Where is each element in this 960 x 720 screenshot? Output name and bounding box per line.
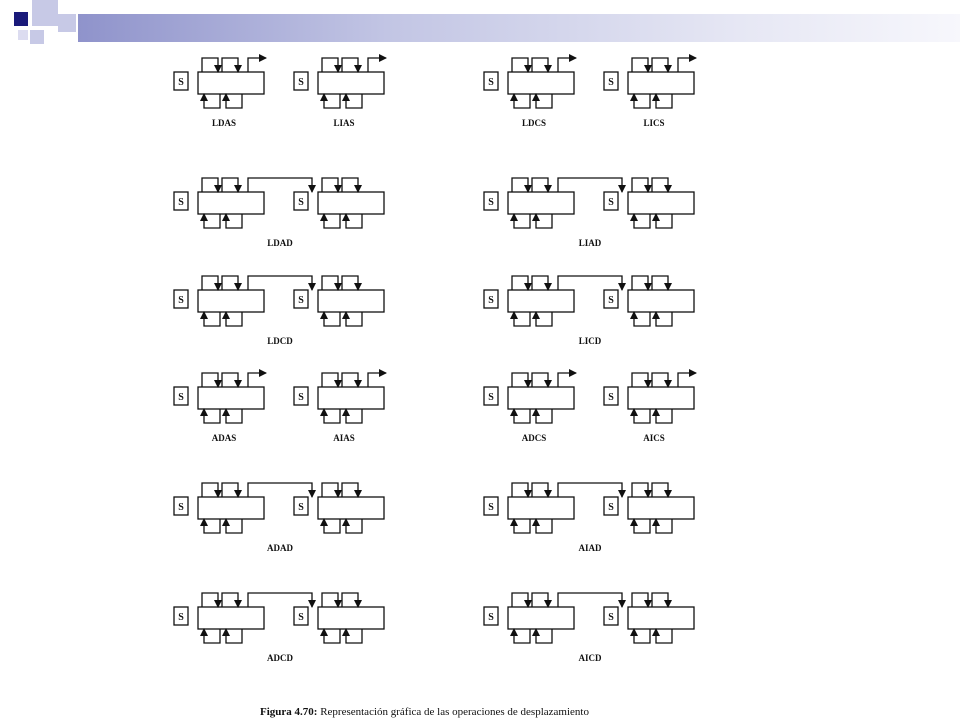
register-box xyxy=(508,192,574,214)
top-shift-loop xyxy=(342,178,358,192)
register-box xyxy=(628,290,694,312)
top-shift-loop xyxy=(222,373,238,387)
bottom-shift-loop xyxy=(536,214,552,228)
operation-label: LDAD xyxy=(267,238,293,248)
top-shift-loop xyxy=(532,593,548,607)
bottom-shift-loop xyxy=(634,409,650,423)
operation-label: LIAD xyxy=(578,238,602,248)
top-shift-loop xyxy=(512,58,528,72)
top-shift-loop xyxy=(512,178,528,192)
register-box xyxy=(198,387,264,409)
bottom-shift-loop xyxy=(656,519,672,533)
operation-label: AIAD xyxy=(578,543,602,553)
top-shift-loop xyxy=(322,58,338,72)
header-gradient-bar xyxy=(78,14,960,42)
register-box xyxy=(508,290,574,312)
bottom-shift-loop xyxy=(656,409,672,423)
top-shift-loop xyxy=(632,483,648,497)
top-shift-loop xyxy=(202,178,218,192)
register-box xyxy=(628,192,694,214)
bottom-shift-loop xyxy=(226,409,242,423)
operation-label: LDAS xyxy=(211,118,237,128)
top-shift-loop xyxy=(202,58,218,72)
top-shift-loop xyxy=(342,58,358,72)
top-shift-loop xyxy=(632,373,648,387)
top-shift-loop xyxy=(202,593,218,607)
sign-bit-label: S xyxy=(608,612,614,623)
link-line xyxy=(248,178,312,192)
bottom-shift-loop xyxy=(204,312,220,326)
top-shift-loop xyxy=(222,276,238,290)
operation-label: ADAD xyxy=(267,543,293,553)
bottom-shift-loop xyxy=(226,94,242,108)
bottom-shift-loop xyxy=(324,519,340,533)
bottom-shift-loop xyxy=(634,214,650,228)
top-shift-loop xyxy=(632,58,648,72)
sign-bit-label: S xyxy=(178,295,184,306)
top-shift-loop xyxy=(322,373,338,387)
operation-label: LDCS xyxy=(521,118,547,128)
link-line xyxy=(558,483,622,497)
sign-bit-label: S xyxy=(298,392,304,403)
top-shift-loop xyxy=(652,58,668,72)
bottom-shift-loop xyxy=(634,312,650,326)
register-box xyxy=(318,290,384,312)
register-box xyxy=(198,497,264,519)
bottom-shift-loop xyxy=(536,312,552,326)
bottom-shift-loop xyxy=(514,409,530,423)
sign-bit-label: S xyxy=(488,502,494,513)
top-shift-loop xyxy=(532,58,548,72)
operation-label: LDCD xyxy=(267,336,293,346)
link-line xyxy=(558,276,622,290)
header-decoration-square xyxy=(58,14,76,32)
shift-diagrams-canvas xyxy=(162,44,708,704)
bottom-shift-loop xyxy=(514,312,530,326)
top-shift-loop xyxy=(342,483,358,497)
top-shift-loop xyxy=(652,593,668,607)
sign-bit-label: S xyxy=(178,392,184,403)
bottom-shift-loop xyxy=(324,312,340,326)
register-box xyxy=(508,607,574,629)
sign-bit-label: S xyxy=(488,197,494,208)
register-box xyxy=(198,192,264,214)
sign-bit-label: S xyxy=(298,197,304,208)
bottom-shift-loop xyxy=(324,214,340,228)
top-shift-loop xyxy=(512,276,528,290)
register-box xyxy=(628,72,694,94)
sign-bit-label: S xyxy=(298,77,304,88)
link-line xyxy=(248,593,312,607)
top-shift-loop xyxy=(512,593,528,607)
top-shift-loop xyxy=(202,483,218,497)
header-decoration-square xyxy=(14,12,28,26)
bottom-shift-loop xyxy=(514,519,530,533)
sign-bit-label: S xyxy=(488,612,494,623)
register-box xyxy=(318,387,384,409)
operation-label: AICD xyxy=(578,653,602,663)
bottom-shift-loop xyxy=(346,409,362,423)
top-shift-loop xyxy=(512,373,528,387)
top-shift-loop xyxy=(532,276,548,290)
top-shift-loop xyxy=(532,178,548,192)
figure-caption-number: Figura 4.70: xyxy=(260,706,318,718)
bottom-shift-loop xyxy=(204,409,220,423)
operation-label: AIAS xyxy=(333,433,355,443)
sign-bit-label: S xyxy=(608,502,614,513)
bottom-shift-loop xyxy=(536,519,552,533)
sign-bit-label: S xyxy=(178,612,184,623)
bottom-shift-loop xyxy=(634,629,650,643)
top-shift-loop xyxy=(532,373,548,387)
top-shift-loop xyxy=(652,276,668,290)
top-shift-loop xyxy=(512,483,528,497)
register-box xyxy=(508,497,574,519)
register-box xyxy=(318,72,384,94)
bottom-shift-loop xyxy=(656,629,672,643)
figure-caption-text: Representación gráfica de las operaciones de desplazamiento xyxy=(317,706,589,718)
output-arrow xyxy=(368,58,386,72)
top-shift-loop xyxy=(202,276,218,290)
top-shift-loop xyxy=(652,178,668,192)
sign-bit-label: S xyxy=(298,502,304,513)
sign-bit-label: S xyxy=(488,295,494,306)
operation-label: LICD xyxy=(578,336,602,346)
bottom-shift-loop xyxy=(346,94,362,108)
bottom-shift-loop xyxy=(324,629,340,643)
top-shift-loop xyxy=(222,593,238,607)
top-shift-loop xyxy=(632,276,648,290)
top-shift-loop xyxy=(532,483,548,497)
sign-bit-label: S xyxy=(298,612,304,623)
sign-bit-label: S xyxy=(298,295,304,306)
bottom-shift-loop xyxy=(656,214,672,228)
register-box xyxy=(628,497,694,519)
output-arrow xyxy=(678,373,696,387)
bottom-shift-loop xyxy=(226,629,242,643)
operation-label: LICS xyxy=(643,118,665,128)
bottom-shift-loop xyxy=(204,214,220,228)
bottom-shift-loop xyxy=(226,214,242,228)
top-shift-loop xyxy=(222,58,238,72)
bottom-shift-loop xyxy=(656,94,672,108)
top-shift-loop xyxy=(322,483,338,497)
link-line xyxy=(558,593,622,607)
top-shift-loop xyxy=(342,276,358,290)
operation-label: LIAS xyxy=(333,118,355,128)
bottom-shift-loop xyxy=(346,629,362,643)
register-box xyxy=(318,497,384,519)
sign-bit-label: S xyxy=(608,197,614,208)
bottom-shift-loop xyxy=(514,94,530,108)
bottom-shift-loop xyxy=(324,94,340,108)
bottom-shift-loop xyxy=(226,312,242,326)
sign-bit-label: S xyxy=(178,502,184,513)
top-shift-loop xyxy=(632,593,648,607)
register-box xyxy=(318,607,384,629)
register-box xyxy=(198,72,264,94)
register-box xyxy=(318,192,384,214)
output-arrow xyxy=(678,58,696,72)
register-box xyxy=(198,290,264,312)
bottom-shift-loop xyxy=(634,519,650,533)
sign-bit-label: S xyxy=(178,197,184,208)
top-shift-loop xyxy=(202,373,218,387)
figure-caption xyxy=(260,706,700,718)
sign-bit-label: S xyxy=(488,77,494,88)
register-box xyxy=(628,607,694,629)
sign-bit-label: S xyxy=(488,392,494,403)
sign-bit-label: S xyxy=(608,77,614,88)
sign-bit-label: S xyxy=(608,392,614,403)
bottom-shift-loop xyxy=(346,519,362,533)
operation-label: ADAS xyxy=(211,433,237,443)
register-box xyxy=(508,387,574,409)
link-line xyxy=(248,276,312,290)
bottom-shift-loop xyxy=(514,214,530,228)
bottom-shift-loop xyxy=(204,519,220,533)
bottom-shift-loop xyxy=(204,629,220,643)
sign-bit-label: S xyxy=(178,77,184,88)
header-decoration-square xyxy=(18,30,28,40)
top-shift-loop xyxy=(652,483,668,497)
operation-label: ADCD xyxy=(267,653,293,663)
operation-label: ADCS xyxy=(521,433,547,443)
operation-label: AICS xyxy=(643,433,665,443)
bottom-shift-loop xyxy=(536,409,552,423)
register-box xyxy=(198,607,264,629)
register-box xyxy=(508,72,574,94)
bottom-shift-loop xyxy=(324,409,340,423)
sign-bit-label: S xyxy=(608,295,614,306)
bottom-shift-loop xyxy=(226,519,242,533)
output-arrow xyxy=(248,58,266,72)
shift-operations-figure xyxy=(162,44,708,720)
top-shift-loop xyxy=(322,178,338,192)
bottom-shift-loop xyxy=(346,312,362,326)
bottom-shift-loop xyxy=(634,94,650,108)
top-shift-loop xyxy=(652,373,668,387)
register-box xyxy=(628,387,694,409)
bottom-shift-loop xyxy=(536,629,552,643)
output-arrow xyxy=(558,373,576,387)
output-arrow xyxy=(368,373,386,387)
header-decoration-square xyxy=(32,0,58,26)
top-shift-loop xyxy=(322,593,338,607)
link-line xyxy=(558,178,622,192)
top-shift-loop xyxy=(222,483,238,497)
top-shift-loop xyxy=(222,178,238,192)
top-shift-loop xyxy=(632,178,648,192)
bottom-shift-loop xyxy=(656,312,672,326)
top-shift-loop xyxy=(342,373,358,387)
bottom-shift-loop xyxy=(346,214,362,228)
top-shift-loop xyxy=(322,276,338,290)
bottom-shift-loop xyxy=(514,629,530,643)
top-shift-loop xyxy=(342,593,358,607)
header-decoration-square xyxy=(30,30,44,44)
output-arrow xyxy=(248,373,266,387)
output-arrow xyxy=(558,58,576,72)
bottom-shift-loop xyxy=(204,94,220,108)
link-line xyxy=(248,483,312,497)
bottom-shift-loop xyxy=(536,94,552,108)
